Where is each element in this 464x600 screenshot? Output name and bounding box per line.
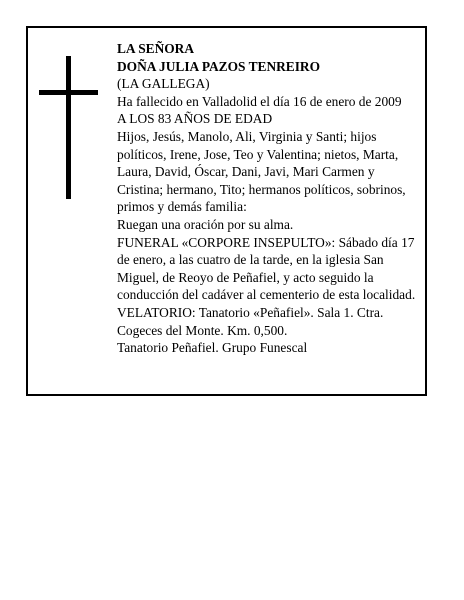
prayer-request: Ruegan una oración por su alma. [117, 216, 294, 232]
wake-info: VELATORIO: Tanatorio «Peñafiel». Sala 1. Ctra. Cogeces del Monte. Km. 0,500. [117, 304, 384, 338]
obituary-notice [26, 26, 427, 396]
notice-text [117, 40, 417, 357]
notice-title: LA SEÑORA [117, 41, 195, 56]
funeral-home: Tanatorio Peñafiel. Grupo Funescal [117, 340, 308, 356]
age-line: A LOS 83 AÑOS DE EDAD [117, 111, 273, 127]
death-line: Ha fallecido en Valladolid el día 16 de enero de 2009 [117, 93, 402, 109]
deceased-nickname: (LA GALLEGA) [117, 76, 210, 92]
family-paragraph: Hijos, Jesús, Manolo, Ali, Virginia y Santi; hijos políticos, Irene, Jose, Teo y Valentina; nietos, Marta, Laura, David, Óscar, Dani, Javi, Mari Carmen y Cristina; hermano, Tito; hermanos políticos, sobrinos, primos y demás familia: [117, 128, 406, 215]
cross-vertical-bar [66, 56, 71, 199]
deceased-name: DOÑA JULIA PAZOS TENREIRO [117, 58, 321, 74]
funeral-info: FUNERAL «CORPORE INSEPULTO»: Sábado día 17 de enero, a las cuatro de la tarde, en la iglesia San Miguel, de Reoyo de Peñafiel, y acto seguido la conducción del cadáver al cementerio de esta localidad. [117, 234, 416, 303]
cross-horizontal-bar [39, 90, 98, 95]
